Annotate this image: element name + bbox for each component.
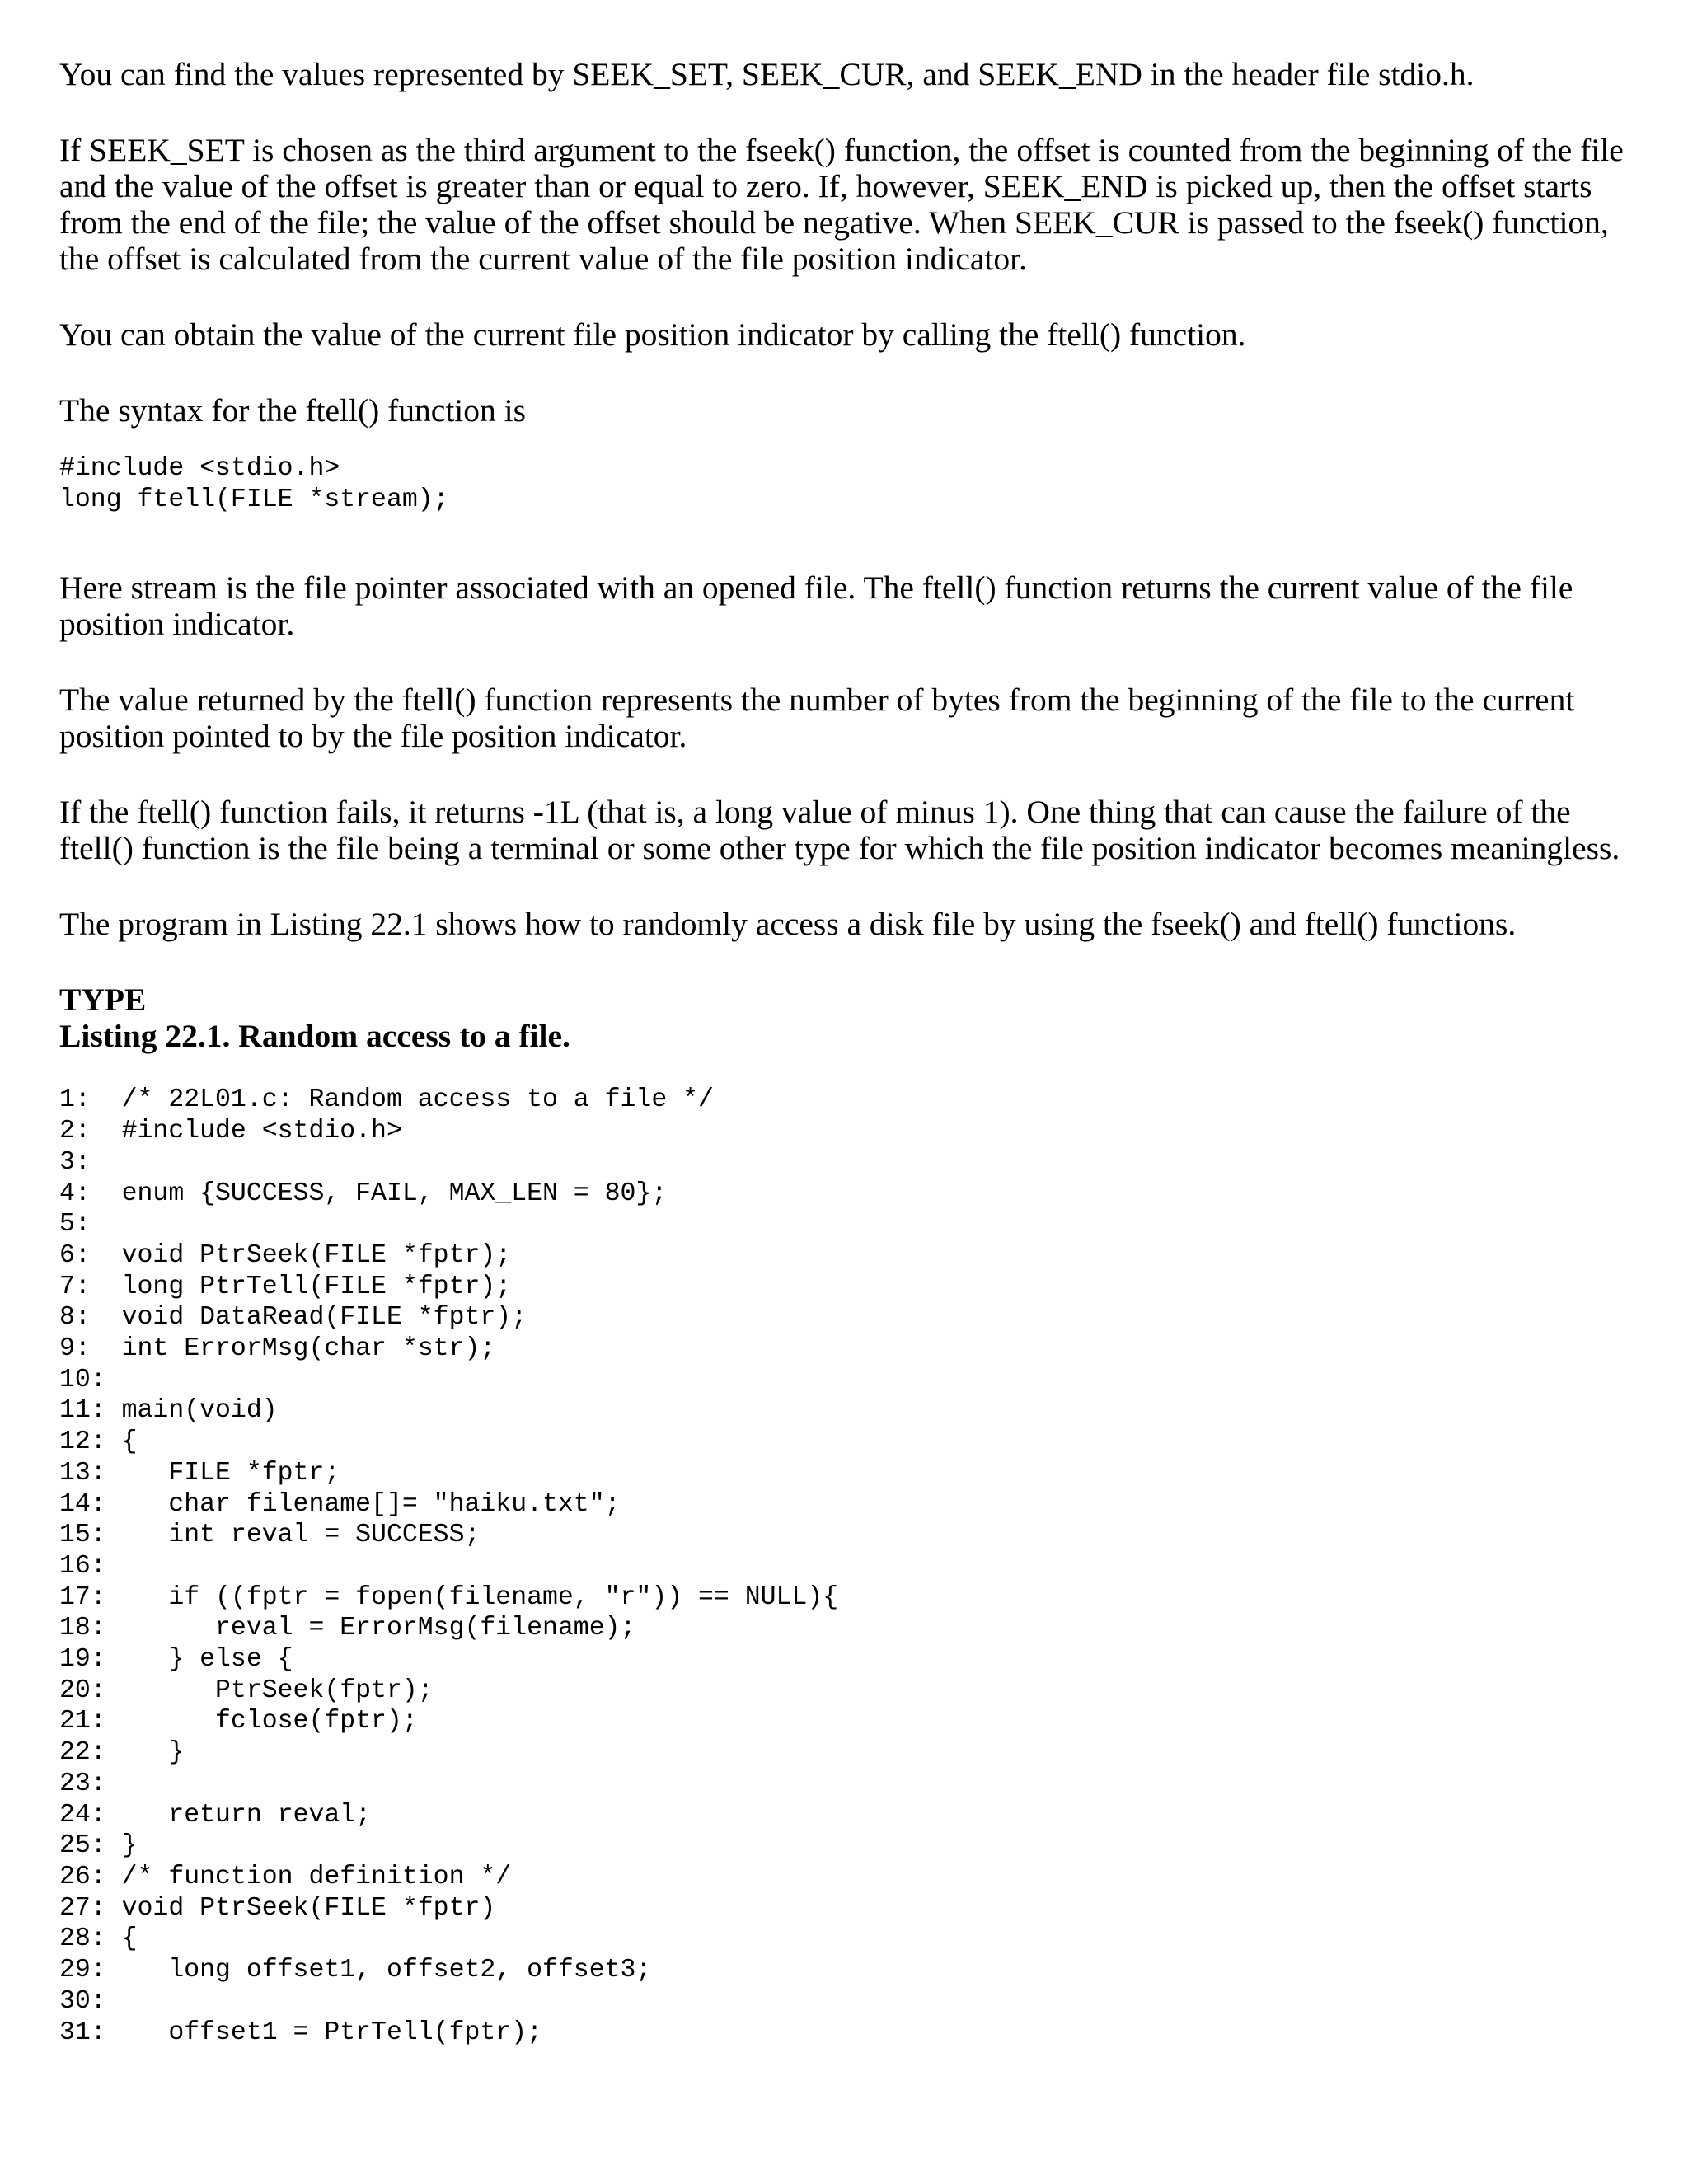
listing-code-block: 1: /* 22L01.c: Random access to a file */ 2: #include <stdio.h> 3: 4: enum {SUCCESS, FAIL, MAX_LEN = 80}; 5: 6: void PtrSeek(FILE *fptr); 7: long PtrTell(FILE *fptr); 8: void DataRead(FILE *fptr); 9: int ErrorMsg(char *str); 10: 11: main(void) 12: { 13: FILE *fptr; 14: char filename[]= "haiku.txt"; 15: int reval = SUCCESS; 16: 17: if ((fptr = fopen(filename, "r")) == NULL){ 18: reval = ErrorMsg(filename); 19: } else { 20: PtrSeek(fptr); 21: fclose(fptr); 22: } 23: 24: return reval; 25: } 26: /* function definition */ 27: void PtrSeek(FILE *fptr) 28: { 29: long offset1, offset2, offset3; 30: 31: offset1 = PtrTell(fptr); — [59, 1085, 839, 2047]
paragraph-ftell-failure: If the ftell() function fails, it returns -1L (that is, a long value of minus 1). One thing that can cause the failure of the ftell() function is the file being a terminal or some other type for which the file position indicator becomes meaningless. — [59, 794, 1620, 867]
paragraph-stream-description: Here stream is the file pointer associated with an opened file. The ftell() function returns the current value of the file position indicator. — [59, 569, 1573, 643]
paragraph-seek-constants: You can find the values represented by SEEK_SET, SEEK_CUR, and SEEK_END in the header file stdio.h. — [59, 56, 1475, 92]
paragraph-listing-intro: The program in Listing 22.1 shows how to randomly access a disk file by using the fseek() and ftell() functions. — [59, 906, 1517, 943]
document-page — [59, 56, 1625, 2048]
paragraph-fseek-offset: If SEEK_SET is chosen as the third argument to the fseek() function, the offset is counted from the beginning of the file and the value of the offset is greater than or equal to zero. If, however, SEEK_END is picked up, then the offset starts from the end of the file; the value of the offset should be negative. When SEEK_CUR is passed to the fseek() function, the offset is calculated from the current value of the file position indicator. — [59, 132, 1624, 277]
paragraph-ftell-intro: You can obtain the value of the current file position indicator by calling the ftell() function. — [59, 316, 1246, 353]
paragraph-syntax-intro: The syntax for the ftell() function is — [59, 392, 526, 429]
syntax-code-block: #include <stdio.h> long ftell(FILE *stream); — [59, 454, 449, 514]
listing-type-label: TYPE — [59, 982, 147, 1019]
listing-title: Listing 22.1. Random access to a file. — [59, 1018, 570, 1055]
paragraph-ftell-return-value: The value returned by the ftell() function represents the number of bytes from the beginning of the file to the current position pointed to by the file position indicator. — [59, 682, 1575, 755]
